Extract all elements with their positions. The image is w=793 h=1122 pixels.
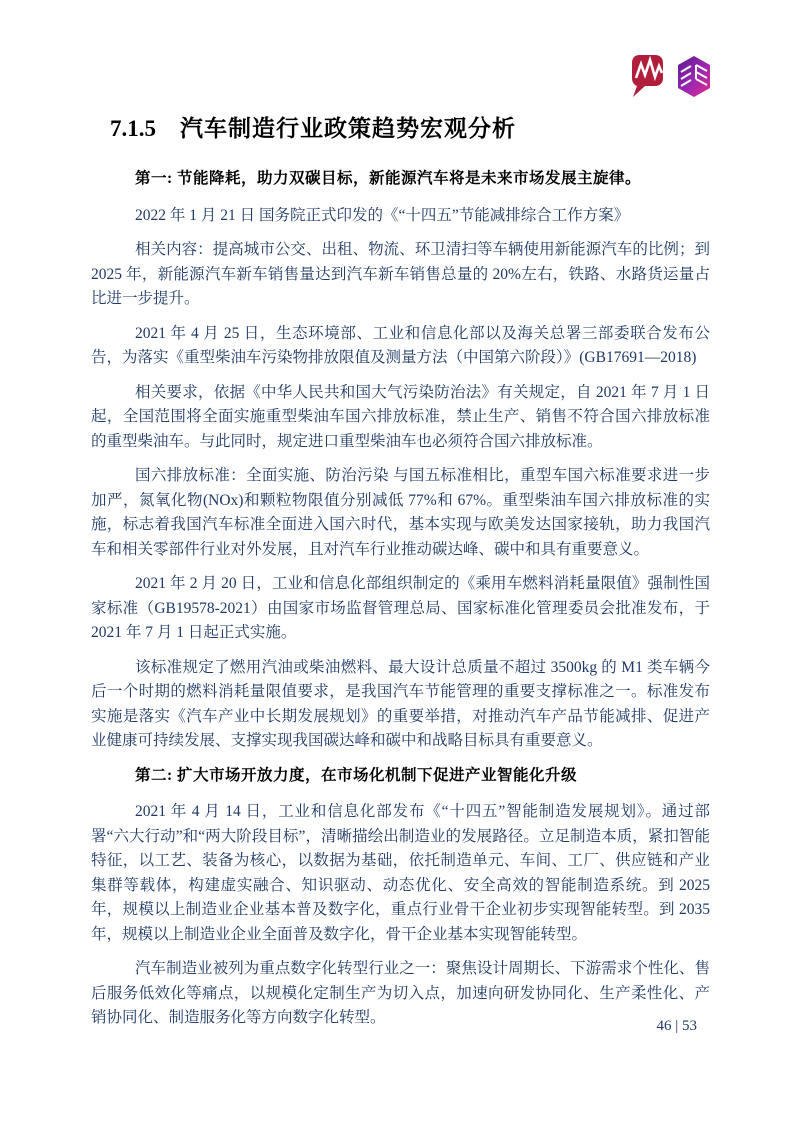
brand-logo [629,52,713,102]
section-number: 7.1.5 [110,116,156,141]
speech-bubble-waveform-icon [629,52,665,102]
document-content [91,110,710,1041]
body-paragraph: 该标准规定了燃用汽油或柴油燃料、最大设计总质量不超过 3500kg 的 M1 类车辆今后一个时期的燃料消耗量限值要求，是我国汽车节能管理的重要支撑标准之一。标准发布实施是落实《汽车产业中长期发展规划》的重要举措，对推动汽车产品节能减排、促进产业健康可持续发展、支撑实现我国碳达峰和碳中和战略目标具有重要意义。 [91,658,710,749]
emphasis-paragraph-2: 第二: 扩大市场开放力度，在市场化机制下促进产业智能化升级 [135,766,578,784]
body-paragraph: 相关要求，依据《中华人民共和国大气污染防治法》有关规定，自 2021 年 7 月 1 日起，全国范围将全面实施重型柴油车国六排放标准，禁止生产、销售不符合国六排放标准的重型柴油车。与此同时，规定进口重型柴油车也必须符合国六排放标准。 [91,383,710,450]
body-paragraph: 汽车制造业被列为重点数字化转型行业之一：聚焦设计周期长、下游需求个性化、售后服务低效化等痛点，以规模化定制生产为切入点，加速向研发协同化、生产柔性化、产销协同化、制造服务化等方向数字化转型。 [91,960,710,1026]
body-paragraph: 国六排放标准：全面实施、防治污染 与国五标准相比，重型车国六标准要求进一步加严，氮氧化物(NOx)和颗粒物限值分别减低 77%和 67%。重型柴油车国六排放标准的实施，标志着我国汽车标准全面进入国六时代，基本实现与欧美发达国家接轨，助力我国汽车和相关零部件行业对外发展，且对汽车行业推动碳达峰、碳中和具有重要意义。 [91,467,710,558]
emphasis-paragraph-1: 第一: 节能降耗，助力双碳目标，新能源汽车将是未来市场发展主旋律。 [135,170,642,187]
section-title [110,110,710,143]
body-paragraph: 2021 年 4 月 14 日，工业和信息化部发布《“十四五”智能制造发展规划》。通过部署“六大行动”和“两大阶段目标”，清晰描绘出制造业的发展路径。立足制造本质，紧扣智能特征，以工艺、装备为核心，以数据为基础，依托制造单元、车间、工厂、供应链和产业集群等载体，构建虚实融合、知识驱动、动态优化、安全高效的智能制造系统。到 2025 年，规模以上制造业企业基本普及数字化，重点行业骨干企业初步实现智能转型。到 2035 年，规模以上制造业企业全面普及数字化，骨干企业基本实现智能转型。 [91,803,710,943]
page-number: 46 | 53 [656,1018,697,1034]
body-paragraph: 2022 年 1 月 21 日 国务院正式印发的《“十四五”节能减排综合工作方案》 [135,206,630,224]
section-heading-text: 汽车制造行业政策趋势宏观分析 [180,116,516,141]
body-paragraph: 2021 年 2 月 20 日，工业和信息化部组织制定的《乘用车燃料消耗量限值》强制性国家标准（GB19578-2021）由国家市场监督管理总局、国家标准化管理委员会批准发布，于 2021 年 7 月 1 日起正式实施。 [91,575,710,641]
gradient-cube-icon [675,52,713,102]
body-paragraph: 相关内容：提高城市公交、出租、物流、环卫清扫等车辆使用新能源汽车的比例；到 2025 年，新能源汽车新车销售量达到汽车新车销售总量的 20%左右，铁路、水路货运量占比进一步提升。 [91,241,710,307]
body-paragraph: 2021 年 4 月 25 日，生态环境部、工业和信息化部以及海关总署三部委联合发布公告，为落实《重型柴油车污染物排放限值及测量方法（中国第六阶段）》(GB17691—2018) [91,324,710,366]
